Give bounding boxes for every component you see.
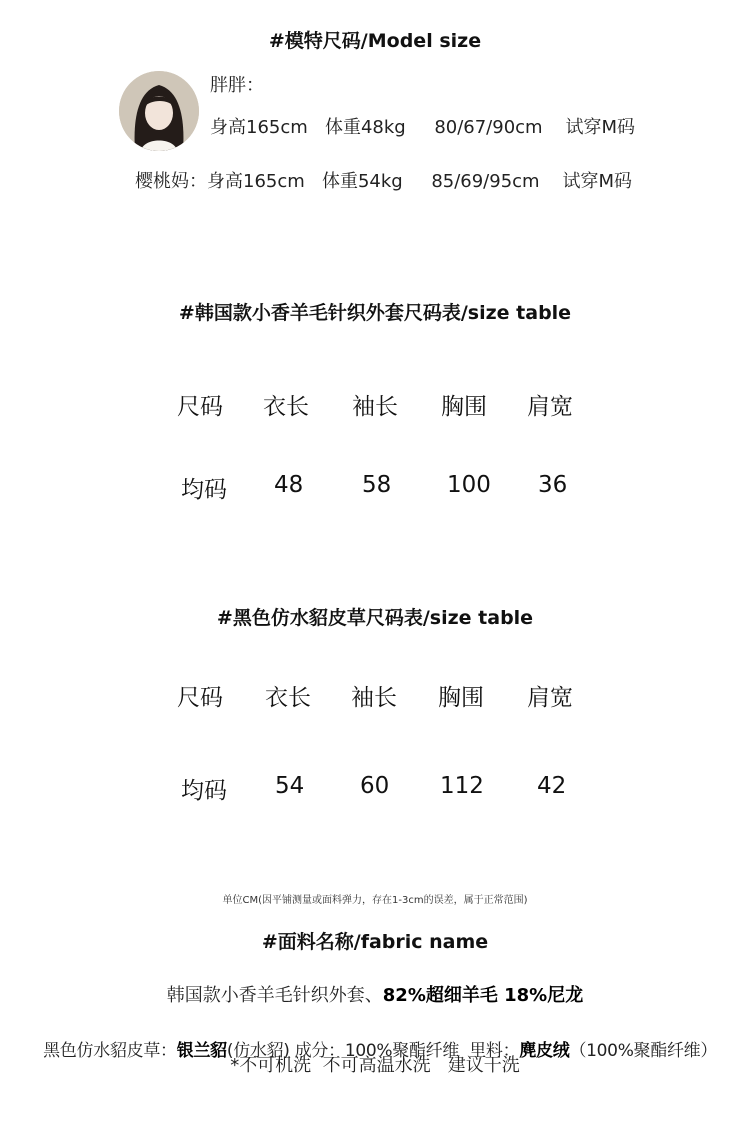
fabric-2-material: 银兰貂 xyxy=(176,1041,227,1061)
table-1-header-size: 尺码 xyxy=(177,394,223,420)
fabric-2-composition: (仿水貂) 成分：100%聚酯纤维 里料： xyxy=(226,1041,520,1061)
table-1-cell-size: 均码 xyxy=(181,477,227,503)
model-size-title: #模特尺码/Model size xyxy=(268,30,482,52)
table-2-cell-shoulder: 42 xyxy=(537,773,567,799)
table-1-header-length: 衣长 xyxy=(263,394,309,420)
fabric-1-composition: 82%超细羊毛 18%尼龙 xyxy=(382,985,584,1006)
fabric-1-item: 韩国款小香羊毛针织外套、 xyxy=(166,985,383,1006)
care-instructions: *不可机洗 不可高温水洗 建议干洗 xyxy=(230,1055,520,1076)
table-1-header-bust: 胸围 xyxy=(441,394,487,420)
size-table-1-title: #韩国款小香羊毛针织外套尺码表/size table xyxy=(178,302,572,324)
table-1-cell-length: 48 xyxy=(274,472,304,498)
table-1-header-sleeve: 袖长 xyxy=(352,394,398,420)
table-1-cell-shoulder: 36 xyxy=(538,472,568,498)
model-1-measurements: 身高165cm 体重48kg 80/67/90cm 试穿M码 xyxy=(210,117,636,138)
table-1-cell-sleeve: 58 xyxy=(362,472,392,498)
table-1-header-shoulder: 肩宽 xyxy=(527,394,573,420)
fabric-line-1 xyxy=(0,981,750,1007)
table-2-header-length: 衣长 xyxy=(265,685,311,711)
model-2-measurements: 樱桃妈：身高165cm 体重54kg 85/69/95cm 试穿M码 xyxy=(135,171,633,192)
size-table-2-title: #黑色仿水貂皮草尺码表/size table xyxy=(216,607,534,629)
table-2-cell-size: 均码 xyxy=(181,778,227,804)
fabric-2-lining: 麂皮绒 xyxy=(519,1041,570,1061)
table-2-header-shoulder: 肩宽 xyxy=(527,685,573,711)
table-2-header-bust: 胸围 xyxy=(438,685,484,711)
table-2-cell-sleeve: 60 xyxy=(360,773,390,799)
table-2-cell-length: 54 xyxy=(275,773,305,799)
measurement-note: 单位CM(因平铺测量或面料弹力，存在1-3cm的误差，属于正常范围) xyxy=(222,895,528,906)
model-avatar xyxy=(119,71,199,151)
fabric-title: #面料名称/fabric name xyxy=(261,931,489,953)
table-2-header-sleeve: 袖长 xyxy=(351,685,397,711)
avatar-portrait xyxy=(119,71,199,151)
fabric-2-item: 黑色仿水貂皮草： xyxy=(43,1041,177,1061)
table-1-cell-bust: 100 xyxy=(447,472,491,498)
fabric-2-lining-composition: （100%聚酯纤维） xyxy=(569,1041,718,1061)
model-1-name: 胖胖： xyxy=(210,75,264,96)
table-2-header-size: 尺码 xyxy=(177,685,223,711)
table-2-cell-bust: 112 xyxy=(440,773,484,799)
